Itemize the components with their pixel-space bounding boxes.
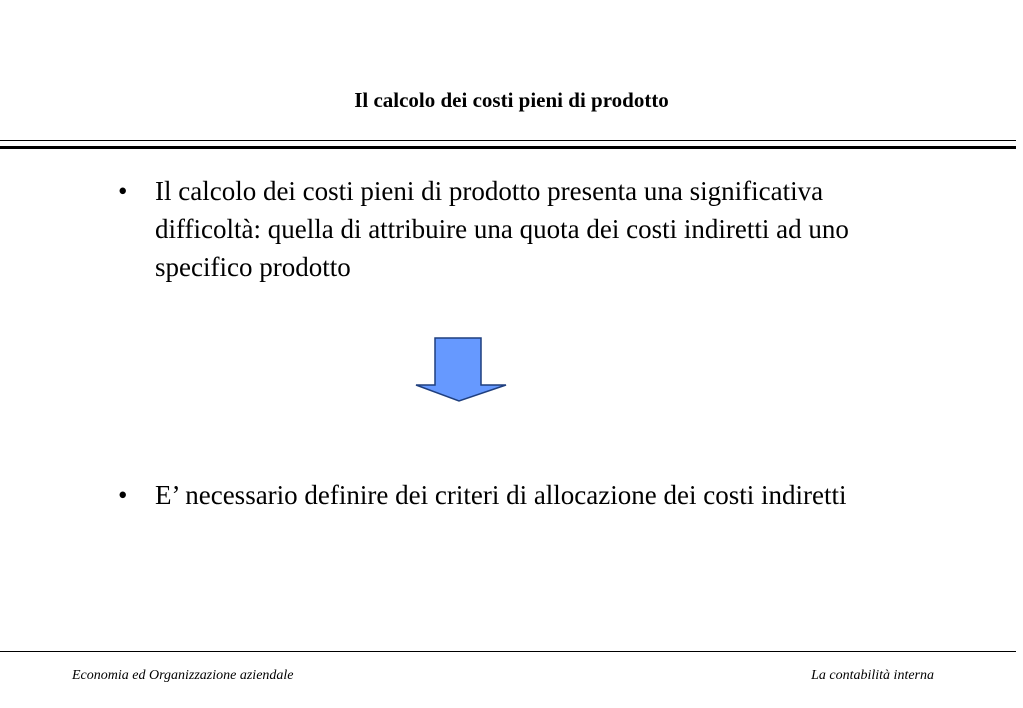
- bullet-text: Il calcolo dei costi pieni di prodotto presenta una significativa difficoltà: quella di attribuire una quota dei costi indiretti ad uno specifico prodotto: [155, 176, 849, 282]
- header-divider-thick: [0, 146, 1016, 149]
- bullet-item-2: [118, 476, 878, 514]
- bullet-text: E’ necessario definire dei criteri di allocazione dei costi indiretti: [155, 480, 847, 510]
- slide-title: Il calcolo dei costi pieni di prodotto: [354, 88, 669, 112]
- bullet-marker: •: [118, 176, 128, 206]
- arrow-shape: [416, 338, 506, 401]
- bullet-item-1: [118, 172, 878, 286]
- bullet-marker: •: [118, 480, 128, 510]
- header-divider-thin: [0, 140, 1016, 141]
- footer-course-name: Economia ed Organizzazione aziendale: [72, 668, 294, 683]
- footer-divider: [0, 651, 1016, 652]
- down-arrow-icon: [414, 337, 508, 403]
- footer-section-name: La contabilità interna: [811, 668, 934, 683]
